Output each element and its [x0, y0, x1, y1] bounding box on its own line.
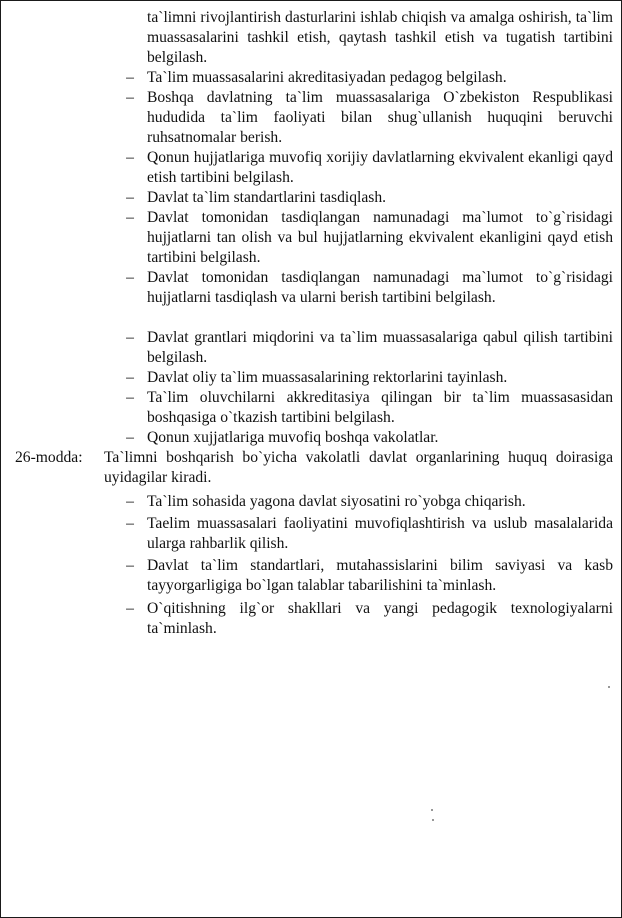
list-item: Davlat tomonidan tasdiqlangan namunadagi ma`lumot to`g`risidagi hujjatlarni tan olish va bul hujjatlarning ekvivalent ekanligini qayd etish tartibini belgilash. [147, 209, 613, 266]
list-item: Boshqa davlatning ta`lim muassasalariga O`zbekiston Respublikasi hududida ta`lim faoliyati bilan shug`ullanish huquqini beruvchi ruhsatnomalar berish. [147, 89, 613, 146]
list-item: Taelim muassasalari faoliyatini muvofiqlashtirish va uslub masalalarida ularga rahbarlik qilish. [147, 515, 613, 552]
bullet-dash: – [126, 89, 134, 106]
list-item: O`qitishning ilg`or shakllari va yangi pedagogik texnologiyalarni ta`minlash. [147, 600, 613, 637]
list-item: Qonun xujjatlariga muvofiq boshqa vakolatlar. [147, 429, 439, 446]
bullet-dash: – [126, 189, 134, 206]
article-intro-text: Ta`limni boshqarish bo`yicha vakolatli davlat organlarining huquq doirasiga uyidagilar kiradi. [104, 449, 613, 486]
bullet-dash: – [126, 329, 134, 346]
bullet-dash: – [126, 369, 134, 386]
list-item: Davlat ta`lim standartlarini tasdiqlash. [147, 189, 387, 206]
list-item: Davlat tomonidan tasdiqlangan namunadagi ma`lumot to`g`risidagi hujjatlarni tasdiqlash va ularni berish tartibini belgilash. [147, 269, 613, 306]
list-item: Davlat ta`lim standartlari, mutahassislarini bilim saviyasi va kasb tayyorgarligiga bo`lgan talablar tabarilishini ta`minlash. [147, 557, 613, 594]
bullet-dash: – [126, 429, 134, 446]
bullet-dash: – [126, 389, 134, 406]
bullet-dash: – [126, 69, 134, 86]
list-item: Davlat grantlari miqdorini va ta`lim muassasalariga qabul qilish tartibini belgilash. [147, 329, 613, 366]
list-item: Ta`lim sohasida yagona davlat siyosatini ro`yobga chiqarish. [147, 493, 526, 510]
bullet-dash: – [126, 269, 134, 286]
list-item: Ta`lim oluvchilarni akkreditasiya qilingan bir ta`lim muassasasidan boshqasiga o`tkazish tartibini belgilash. [147, 389, 613, 426]
scan-speck [431, 809, 433, 811]
list-item: Ta`lim muassasalarini akreditasiyadan pedagog belgilash. [147, 69, 507, 86]
list-item: Davlat oliy ta`lim muassasalarining rektorlarini tayinlash. [147, 369, 508, 386]
list-item: Qonun hujjatlariga muvofiq xorijiy davlatlarning ekvivalent ekanligi qayd etish tartibini belgilash. [147, 149, 613, 186]
bullet-dash: – [126, 493, 134, 510]
bullet-dash: – [126, 557, 134, 574]
bullet-dash: – [126, 209, 134, 226]
bullet-dash: – [126, 149, 134, 166]
intro-continuation-paragraph: ta`limni rivojlantirish dasturlarini ishlab chiqish va amalga oshirish, ta`lim muassasalarini tashkil etish, qaytash tashkil etish va tugatish tartibini belgilash. [147, 9, 613, 66]
bullet-dash: – [126, 515, 134, 532]
scan-speck [608, 686, 610, 688]
article-number-label: 26-modda: [15, 449, 83, 466]
scan-speck [432, 819, 434, 821]
bullet-dash: – [126, 600, 134, 617]
